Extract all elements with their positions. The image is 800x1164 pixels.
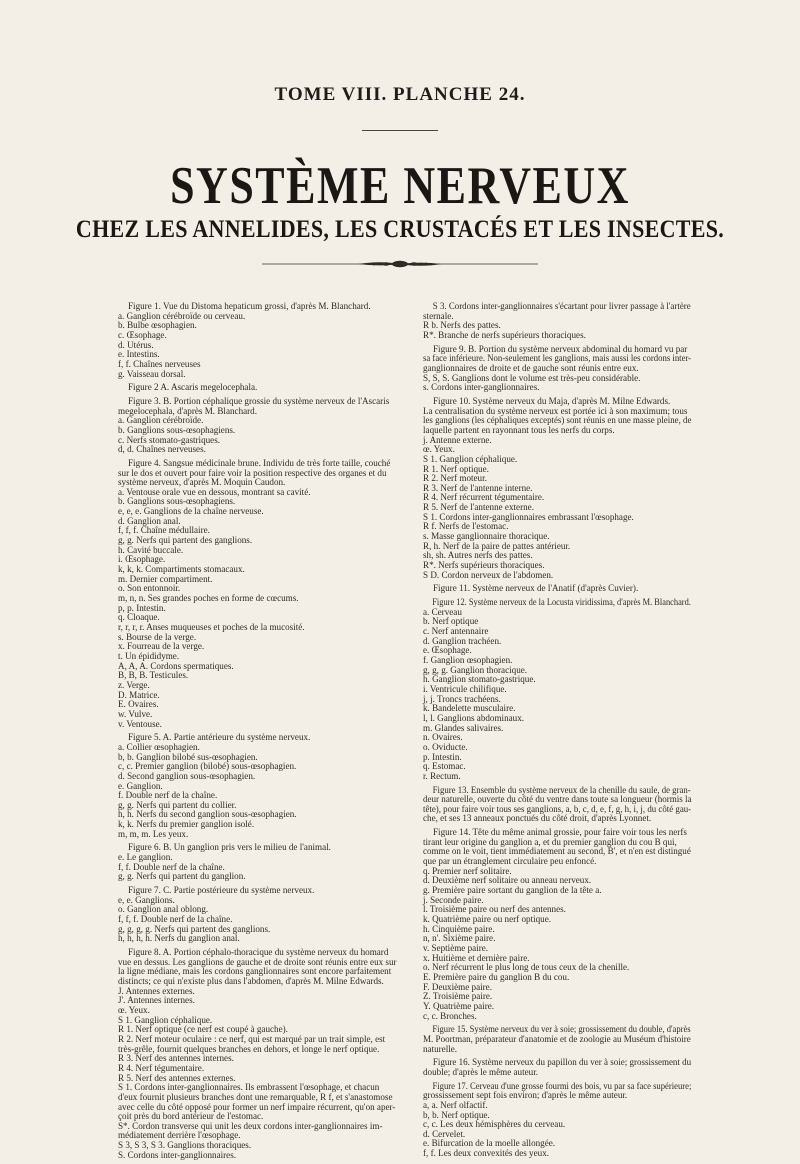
legend-line: l. Troisième paire ou nerf des antennes. [423,904,566,915]
legend-line: la ligne médiane, mais les cordons ganglionnaires sont encore parfaitement [118,966,392,977]
legend-line: e. Le ganglion. [118,852,173,863]
legend-line: R f. Nerfs de l'estomac. [423,521,509,532]
legend-line: S. Cordons inter-ganglionnaires. [118,1149,237,1160]
legend-line: a. Ventouse orale vue en dessous, montrant sa cavité. [118,486,311,497]
ornamental-rule [262,257,538,271]
legend-line: v. Ventouse. [118,718,162,729]
legend-line: s. Bourse de la verge. [118,631,197,642]
legend-line: f, f. Les deux convexités des yeux. [423,1148,550,1159]
legend-line: S*. Cordon transverse qui unit les deux cordons inter-ganglionnaires im- [118,1120,383,1131]
legend-paragraph [423,397,691,580]
legend-line: d'eux fournit plusieurs branches dont une remarquable, R f, et s'anastomose [118,1091,393,1102]
legend-line: m. Dernier compartiment. [118,573,213,584]
legend-line: c, c. Bronches. [423,1010,477,1021]
legend-line: b. Nerf optique [423,616,479,627]
legend-line: comme on le voit, tient immédiatement au second, B', et n'en est distingué [423,846,691,857]
legend-line: les ganglions (les céphaliques exceptés) sont réunis en une masse pleine, de [423,415,692,426]
legend-line: R 5. Nerf de l'antenne externe. [423,502,534,513]
legend-paragraph [118,886,400,944]
legend-line: Figure 3. B. Portion céphalique grossie du système nerveux de l'Ascaris [128,395,390,406]
legend-line: Y. Quatrième paire. [423,1000,495,1011]
legend-line: x. Huitième et dernière paire. [423,952,530,963]
legend-line: Figure 10. Système nerveux du Maja, d'après M. Milne Edwards. [433,395,671,406]
legend-line: Figure 2 A. Ascaris megelocephala. [128,382,258,393]
legend-line: d. Second ganglion sous-œsophagien. [118,770,256,781]
legend-line: o. Oviducte. [423,741,468,752]
legend-line: S 1. Ganglion céphalique. [118,1014,213,1025]
legend-line: R 2. Nerf moteur. [423,473,487,484]
legend-line: c. Nerfs stomato-gastriques. [118,434,221,445]
legend-line: R, h. Nerf de la paire de pattes antérieur. [423,540,571,551]
legend-line: j. Seconde paire. [423,894,484,905]
legend-line: R*. Branche de nerfs supérieurs thoraciques. [423,329,586,340]
legend-line: megelocephala, d'après M. Blanchard. [118,405,257,416]
legend-line: naturelle. [423,1043,458,1054]
legend-line: d. Utérus. [118,339,154,350]
legend-line: k. Bandelette musculaire. [423,703,516,714]
legend-line: m. Glandes salivaires. [423,722,504,733]
legend-line: F. Deuxième paire. [423,981,492,992]
legend-line: v. Septième paire. [423,943,489,953]
legend-line: c, c. Premier ganglion (bilobé) sous-œsophagien. [118,761,297,772]
legend-line: S 3, S 3, S 3. Ganglions thoraciques. [118,1140,252,1151]
legend-line: k. Quatrième paire ou nerf optique. [423,914,552,925]
legend-paragraph [423,1058,691,1077]
legend-line: b, b. Nerf optique. [423,1109,490,1120]
legend-line: a. Ganglion cérébroïde. [118,415,204,426]
legend-line: r, r, r, r. Anses muqueuses et poches de la mucosité. [118,622,305,632]
legend-line: h, h, h, h. Nerfs du ganglion anal. [118,933,240,944]
legend-line: w. Vulve. [118,708,153,719]
heading-divider [362,130,438,131]
legend-line: S 1. Cordons inter-ganglionnaires embrassant l'œsophage. [423,511,634,522]
legend-line: d. Cervelet. [423,1128,466,1139]
legend-line: double; d'après le même auteur. [423,1066,539,1077]
legend-line: système nerveux, d'après M. Moquin Caudon. [118,477,286,488]
legend-line: g. Vaisseau dorsal. [118,368,186,379]
legend-line: i. Œsophage. [118,554,166,565]
legend-line: h. Ganglion stomato-gastrique. [423,674,536,685]
legend-line: tête), pour faire voir tous ses ganglions, a, b, c, d, e, f, g, h, i, j, du côté gau- [423,803,692,814]
legend-line: D. Matrice. [118,689,160,700]
legend-line: f. Double nerf de la chaîne. [118,790,218,801]
legend-line: f, f. Double nerf de la chaîne. [118,861,225,872]
legend-line: S 1. Ganglion céphalique. [423,453,518,464]
legend-line: Figure 11. Système nerveux de l'Anatif (d'après Cuvier). [433,583,639,594]
legend-line: g, g. Nerfs qui partent du collier. [118,799,237,810]
legend-line: e, e. Ganglions. [118,894,175,905]
legend-line: çoit près du bord antérieur de l'estomac. [118,1111,264,1122]
legend-line: Figure 12. Système nerveux de la Locusta viridissima, d'après M. Blanchard. [432,597,691,608]
legend-line: R 2. Nerf moteur oculaire : ce nerf, qui est marqué par un trait simple, est [118,1033,386,1044]
legend-paragraph [118,397,400,455]
legend-line: Figure 4. Sangsue médicinale brune. Individu de très forte taille, couché [128,457,391,468]
legend-paragraph [423,302,691,341]
legend-line: b. Bulbe œsophagien. [118,320,197,331]
legend-line: f, f. Chaînes nerveuses [118,358,201,369]
legend-paragraph [423,598,691,781]
legend-line: S 1. Cordons inter-ganglionnaires. Ils embrassent l'œsophage, et chacun [118,1082,380,1093]
legend-line: R 4. Nerf récurrent tégumentaire. [423,492,545,503]
legend-line: p. Intestin. [423,751,462,762]
legend-line: Figure 13. Ensemble du système nerveux de la chenille du saule, de gran- [432,784,691,795]
legend-paragraph [118,948,400,1160]
legend-line: Figure 1. Vue du Distoma hepaticum grossi, d'après M. Blanchard. [128,301,371,311]
legend-line: R 3. Nerf de l'antenne interne. [423,482,533,493]
legend-line: q. Cloaque. [118,612,160,623]
legend-line: k, k. Nerfs du premier ganglion isolé. [118,819,255,830]
legend-line: a. Cerveau [423,606,462,617]
legend-line: S, S, S. Ganglions dont le volume est très-peu considérable. [423,372,641,383]
legend-line: c. Nerf antennaire [423,626,489,636]
tome-heading: TOME VIII. PLANCHE 24. [274,84,526,105]
legend-line: r. Rectum. [423,770,461,781]
legend-line: La centralisation du système nerveux est portée ici à son maximum; tous [423,405,688,416]
legend-line: b. Ganglions sous-œsophagiens. [118,424,236,435]
legend-paragraph [423,584,691,594]
legend-paragraph [423,828,691,1021]
legend-line: R 1. Nerf optique (ce nerf est coupé à gauche). [118,1024,288,1035]
legend-paragraph [118,733,400,839]
legend-line: sur le dos et ouvert pour faire voir la position respective des organes et du [118,467,387,478]
legend-line: ganglionnaires de droite et de gauche sont réunis entre eux. [423,362,639,373]
legend-line: o. Ganglion anal oblong. [118,904,209,915]
legend-line: i. Ventricule chilifique. [423,683,507,694]
legend-line: Figure 6. B. Un ganglion pris vers le milieu de l'animal. [128,842,331,853]
legend-line: s. Cordons inter-ganglionnaires. [423,382,540,393]
legend-line: o. Son entonnoir. [118,583,181,594]
legend-line: médiatement derrière l'œsophage. [118,1130,241,1141]
legend-line: x. Fourreau de la verge. [118,641,205,652]
legend-line: M. Poortman, préparateur d'anatomie et de zoologie au Muséum d'histoire [423,1033,691,1044]
page-title: SYSTÈME NERVEUX [170,156,630,215]
legend-line: e. Intestins. [118,349,160,360]
legend-line: J'. Antennes internes. [118,995,195,1006]
legend-line: q. Estomac. [423,761,466,772]
legend-paragraph [118,843,400,882]
legend-line: sternale. [423,310,454,321]
legend-line: a. Ganglion cérébroïde ou cerveau. [118,310,246,321]
legend-line: grossissement sept fois environ; d'après le même auteur. [423,1090,628,1101]
legend-line: d. Deuxième nerf solitaire ou anneau nerveux. [423,875,592,886]
legend-line: g, g. Nerfs qui partent des ganglions. [118,535,253,546]
legend-line: très-grêle, fournit quelques branches en dehors, et longe le nerf optique. [118,1043,380,1054]
legend-paragraph [423,786,691,825]
legend-line: J. Antennes externes. [118,985,195,996]
legend-line: distincts; ce qui n'existe plus dans l'abdomen, d'après M. Milne Edwards. [118,975,384,986]
legend-line: d. Ganglion trachéen. [423,635,502,646]
legend-line: f. Ganglion œsophagien. [423,654,513,665]
legend-line: s. Masse ganglionnaire thoracique. [423,531,550,542]
legend-line: Figure 15. Système nerveux du ver à soie; grossissement du double, d'après [432,1024,691,1035]
legend-column-right [423,302,691,1163]
legend-line: j, j. Troncs trachéens. [423,693,501,704]
legend-line: R 1. Nerf optique. [423,463,489,474]
legend-line: p, p. Intestin. [118,602,166,613]
legend-line: tirant leur origine du ganglion a, et du premier ganglion du cou B qui, [423,836,677,847]
legend-line: vue en dessus. Les ganglions de gauche et de droite sont réunis entre eux sur [118,956,397,967]
legend-line: S D. Cordon nerveux de l'abdomen. [423,569,554,580]
legend-line: e. Ganglion. [118,780,163,791]
legend-line: R 4. Nerf tégumentaire. [118,1062,205,1073]
legend-line: E. Ovaires. [118,699,159,710]
legend-line: n. Ovaires. [423,732,463,743]
legend-line: R 3. Nerf des antennes internes. [118,1053,234,1064]
legend-line: f, f, f. Chaîne médullaire. [118,525,210,536]
legend-line: deur naturelle, ouverte du côté du ventre dans toute sa longueur (hormis la [423,794,692,805]
legend-line: B, B, B. Testicules. [118,670,189,681]
legend-line: m, m, m. Les yeux. [118,828,189,839]
legend-line: a, a. Nerf olfactif. [423,1099,488,1110]
legend-line: c, c. Les deux hémisphères du cerveau. [423,1119,566,1130]
legend-line: b. Ganglions sous-œsophagiens. [118,496,236,507]
legend-paragraph [118,383,400,393]
legend-line: que par un étranglement circulaire peu enfoncé. [423,856,597,867]
legend-line: R 5. Nerf des antennes externes. [118,1072,236,1083]
legend-line: œ. Yeux. [118,1004,150,1015]
legend-paragraph [118,302,400,379]
legend-line: g, g. Nerfs qui partent du ganglion. [118,871,246,882]
legend-line: h. Cavité buccale. [118,544,184,555]
legend-line: e. Bifurcation de la moelle allongée. [423,1138,556,1149]
legend-line: c. Œsophage. [118,329,167,340]
legend-line: b, b. Ganglion bilobé sus-œsophagien. [118,751,258,762]
legend-line: sa face inférieure. Non-seulement les ganglions, mais aussi les cordons inter- [423,353,692,364]
legend-line: d, d. Chaînes nerveuses. [118,444,206,455]
legend-line: Figure 8. A. Portion céphalo-thoracique du système nerveux du homard [128,947,389,957]
legend-line: E. Première paire du ganglion B du cou. [423,971,570,982]
legend-line: g, g, g, g. Nerfs qui partent des ganglions. [118,923,271,934]
legend-line: e. Œsophage. [423,645,472,656]
legend-line: n, n'. Sixième paire. [423,933,496,944]
legend-line: A, A, A. Cordons spermatiques. [118,660,234,671]
legend-line: j. Antenne externe. [423,434,492,445]
legend-line: Figure 9. B. Portion du système nerveux abdominal du homard vu par [433,343,688,354]
legend-line: Figure 14. Tête du même animal grossie, pour faire voir tous les nerfs [433,827,687,838]
legend-line: che, et ses 13 anneaux ponctués du côté droit, d'après Lyonnet. [423,813,652,824]
legend-line: m, n, n. Ses grandes poches en forme de cœcums. [118,593,299,604]
legend-line: œ. Yeux. [423,444,455,455]
legend-paragraph [423,1082,691,1159]
legend-line: R b. Nerfs des pattes. [423,320,501,331]
legend-line: q. Premier nerf solitaire. [423,865,512,876]
legend-paragraph [423,1025,691,1054]
legend-line: Figure 17. Cerveau d'une grosse fourmi des bois, vu par sa face supérieure; [432,1080,692,1091]
legend-line: laquelle partent en rayonnant tous les nerfs du corps. [423,424,615,435]
legend-line: o. Nerf récurrent le plus long de tous ceux de la chenille. [423,962,630,973]
legend-column-left [118,302,400,1164]
legend-line: f, f, f. Double nerf de la chaîne. [118,914,233,925]
legend-line: g. Première paire sortant du ganglion de la tête a. [423,885,602,896]
legend-line: l, l. Ganglions abdominaux. [423,712,525,723]
legend-line: z. Verge. [118,679,150,690]
legend-line: Z. Troisième paire. [423,991,493,1002]
legend-line: h, h. Nerfs du second ganglion sous-œsophagien. [118,809,297,820]
legend-line: k, k, k. Compartiments stomacaux. [118,564,245,575]
legend-line: t. Un épididyme. [118,650,180,661]
legend-line: g, g, g. Ganglion thoracique. [423,664,528,675]
legend-line: S 3. Cordons inter-ganglionnaires s'écartant pour livrer passage à l'artère [432,301,691,311]
legend-line: R*. Nerfs supérieurs thoraciques. [423,560,545,571]
legend-line: Figure 7. C. Partie postérieure du système nerveux. [128,885,315,896]
legend-line: a. Collier œsophagien. [118,741,200,752]
legend-line: avec celle du côté opposé pour former un nerf impaire récurrent, qu'on aper- [118,1101,396,1112]
legend-line: Figure 16. Système nerveux du papillon du ver à soie; grossissement du [432,1057,692,1068]
legend-line: d. Ganglion anal. [118,515,181,526]
legend-line: e, e, e. Ganglions de la chaîne nerveuse. [118,506,264,517]
legend-paragraph [118,459,400,729]
legend-paragraph [423,345,691,393]
legend-line: h. Cinquième paire. [423,923,495,934]
legend-line: Figure 5. A. Partie antérieure du système nerveux. [128,732,311,743]
legend-line: sh, sh. Autres nerfs des pattes. [423,550,533,561]
page-subtitle: CHEZ LES ANNELIDES, LES CRUSTACÉS ET LES INSECTES. [75,214,725,243]
